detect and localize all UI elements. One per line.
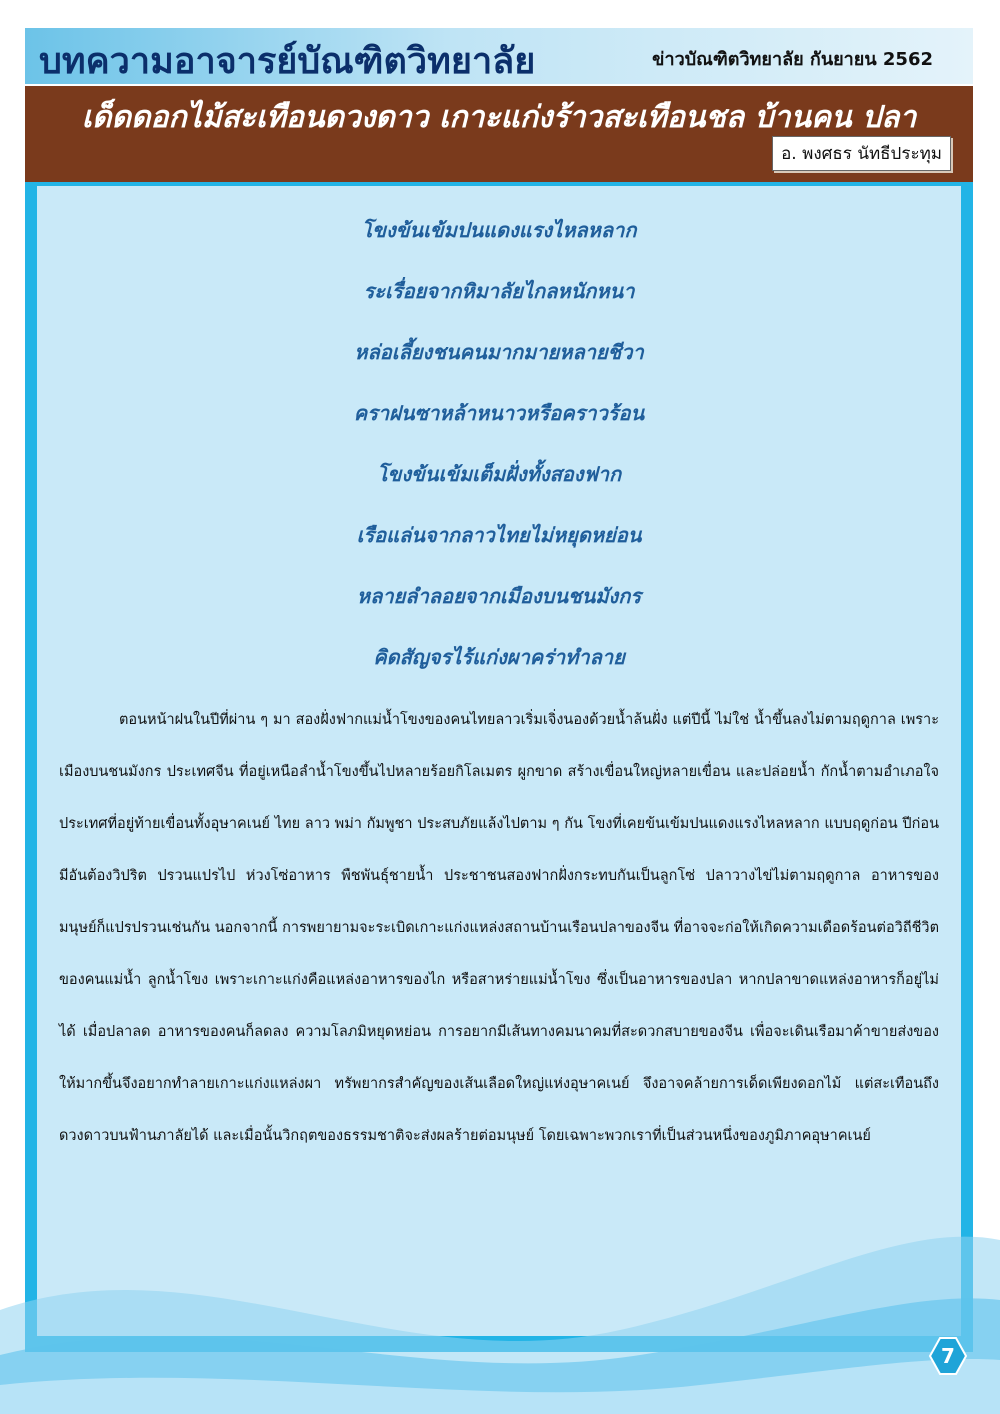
page-number: 7: [941, 1344, 955, 1368]
header-bar: [25, 28, 973, 84]
poem-line: ระเรื่อยจากหิมาลัยไกลหนักหนา: [363, 279, 635, 303]
poem-line: เรือแล่นจากลาวไทยไม่หยุดหย่อน: [356, 523, 642, 547]
decorative-wave: [0, 1180, 1000, 1414]
poem-line: หลายลำลอยจากเมืองบนชนมังกร: [356, 584, 642, 608]
poem-line: หล่อเลี้ยงชนคนมากมายหลายชีวา: [354, 340, 644, 364]
title-banner: [25, 86, 973, 182]
body-paragraph: ตอนหน้าฝนในปีที่ผ่าน ๆ มา สองฝั่งฟากแม่น้ำโขงของคนไทยลาวเริ่มเจิ่งนองด้วยน้ำล้นฝั่ง แต่ปีนี้ ไม่ใช่ น้ำขึ้นลงไม่ตามฤดูกาล เพราะเมืองบนชนมังกร ประเทศจีน ที่อยู่เหนือลำน้ำโขงขึ้นไปหลายร้อยกิโลเมตร ผูกขาด สร้างเขื่อนใหญ่หลายเขื่อน และปล่อยน้ำ กักน้ำตามอำเภอใจ ประเทศที่อยู่ท้ายเขื่อนทั้งอุษาคเนย์ ไทย ลาว พม่า กัมพูชา ประสบภัยแล้งไปตาม ๆ กัน โขงที่เคยข้นเข้มปนแดงแรงไหลหลาก แบบฤดูก่อน ปีก่อน มีอันต้องวิปริต ปรวนแปรไป ห่วงโซ่อาหาร พืชพันธุ์ชายน้ำ ประชาชนสองฟากฝั่งกระทบกันเป็นลูกโซ่ ปลาวางไข่ไม่ตามฤดูกาล อาหารของมนุษย์ก็แปรปรวนเช่นกัน นอกจากนี้ การพยายามจะระเบิดเกาะแก่งแหล่งสถานบ้านเรือนปลาของจีน ที่อาจจะก่อให้เกิดความเดือดร้อนต่อวิถีชีวิตของคนแม่น้ำ ลูกน้ำโขง เพราะเกาะแก่งคือแหล่งอาหารของไก หรือสาหร่ายแม่น้ำโขง ซึ่งเป็นอาหารของปลา หากปลาขาดแหล่งอาหารก็อยู่ไม่ได้ เมื่อปลาลด อาหารของคนก็ลดลง ความโลภมิหยุดหย่อน การอยากมีเส้นทางคมนาคมที่สะดวกสบายของจีน เพื่อจะเดินเรือมาค้าขายส่งของให้มากขึ้นจึงอยากทำลายเกาะแก่งแหล่งผา ทรัพยากรสำคัญของเส้นเลือดใหญ่แห่งอุษาคเนย์ จึงอาจคล้ายการเด็ดเพียงดอกไม้ แต่สะเทือนถึงดวงดาวบนฟ้านภาลัยได้ และเมื่อนั้นวิกฤตของธรรมชาติจะส่งผลร้ายต่อมนุษย์ โดยเฉพาะพวกเราที่เป็นส่วนหนึ่งของภูมิภาคอุษาคเนย์: [59, 712, 939, 1144]
poem: [37, 208, 961, 696]
poem-line: คราฝนซาหล้าหนาวหรือคราวร้อน: [353, 401, 645, 425]
content-panel: [25, 182, 973, 1352]
content-inner: [37, 186, 961, 1336]
author-name: อ. พงศธร นัทธีประทุม: [772, 136, 951, 171]
poem-line: โขงข้นเข้มเต็มฝั่งทั้งสองฟาก: [376, 462, 622, 486]
poem-line: คิดสัญจรไร้แก่งผาคร่าทำลาย: [373, 645, 625, 669]
section-title: บทความอาจารย์บัณฑิตวิทยาลัย: [39, 41, 536, 82]
issue-label: ข่าวบัณฑิตวิทยาลัย กันยายน 2562: [652, 49, 933, 70]
article-title: เด็ดดอกไม้สะเทือนดวงดาว เกาะแก่งร้าวสะเทือนชล บ้านคน ปลา: [81, 100, 917, 135]
poem-line: โขงข้นเข้มปนแดงแรงไหลหลาก: [361, 218, 637, 242]
